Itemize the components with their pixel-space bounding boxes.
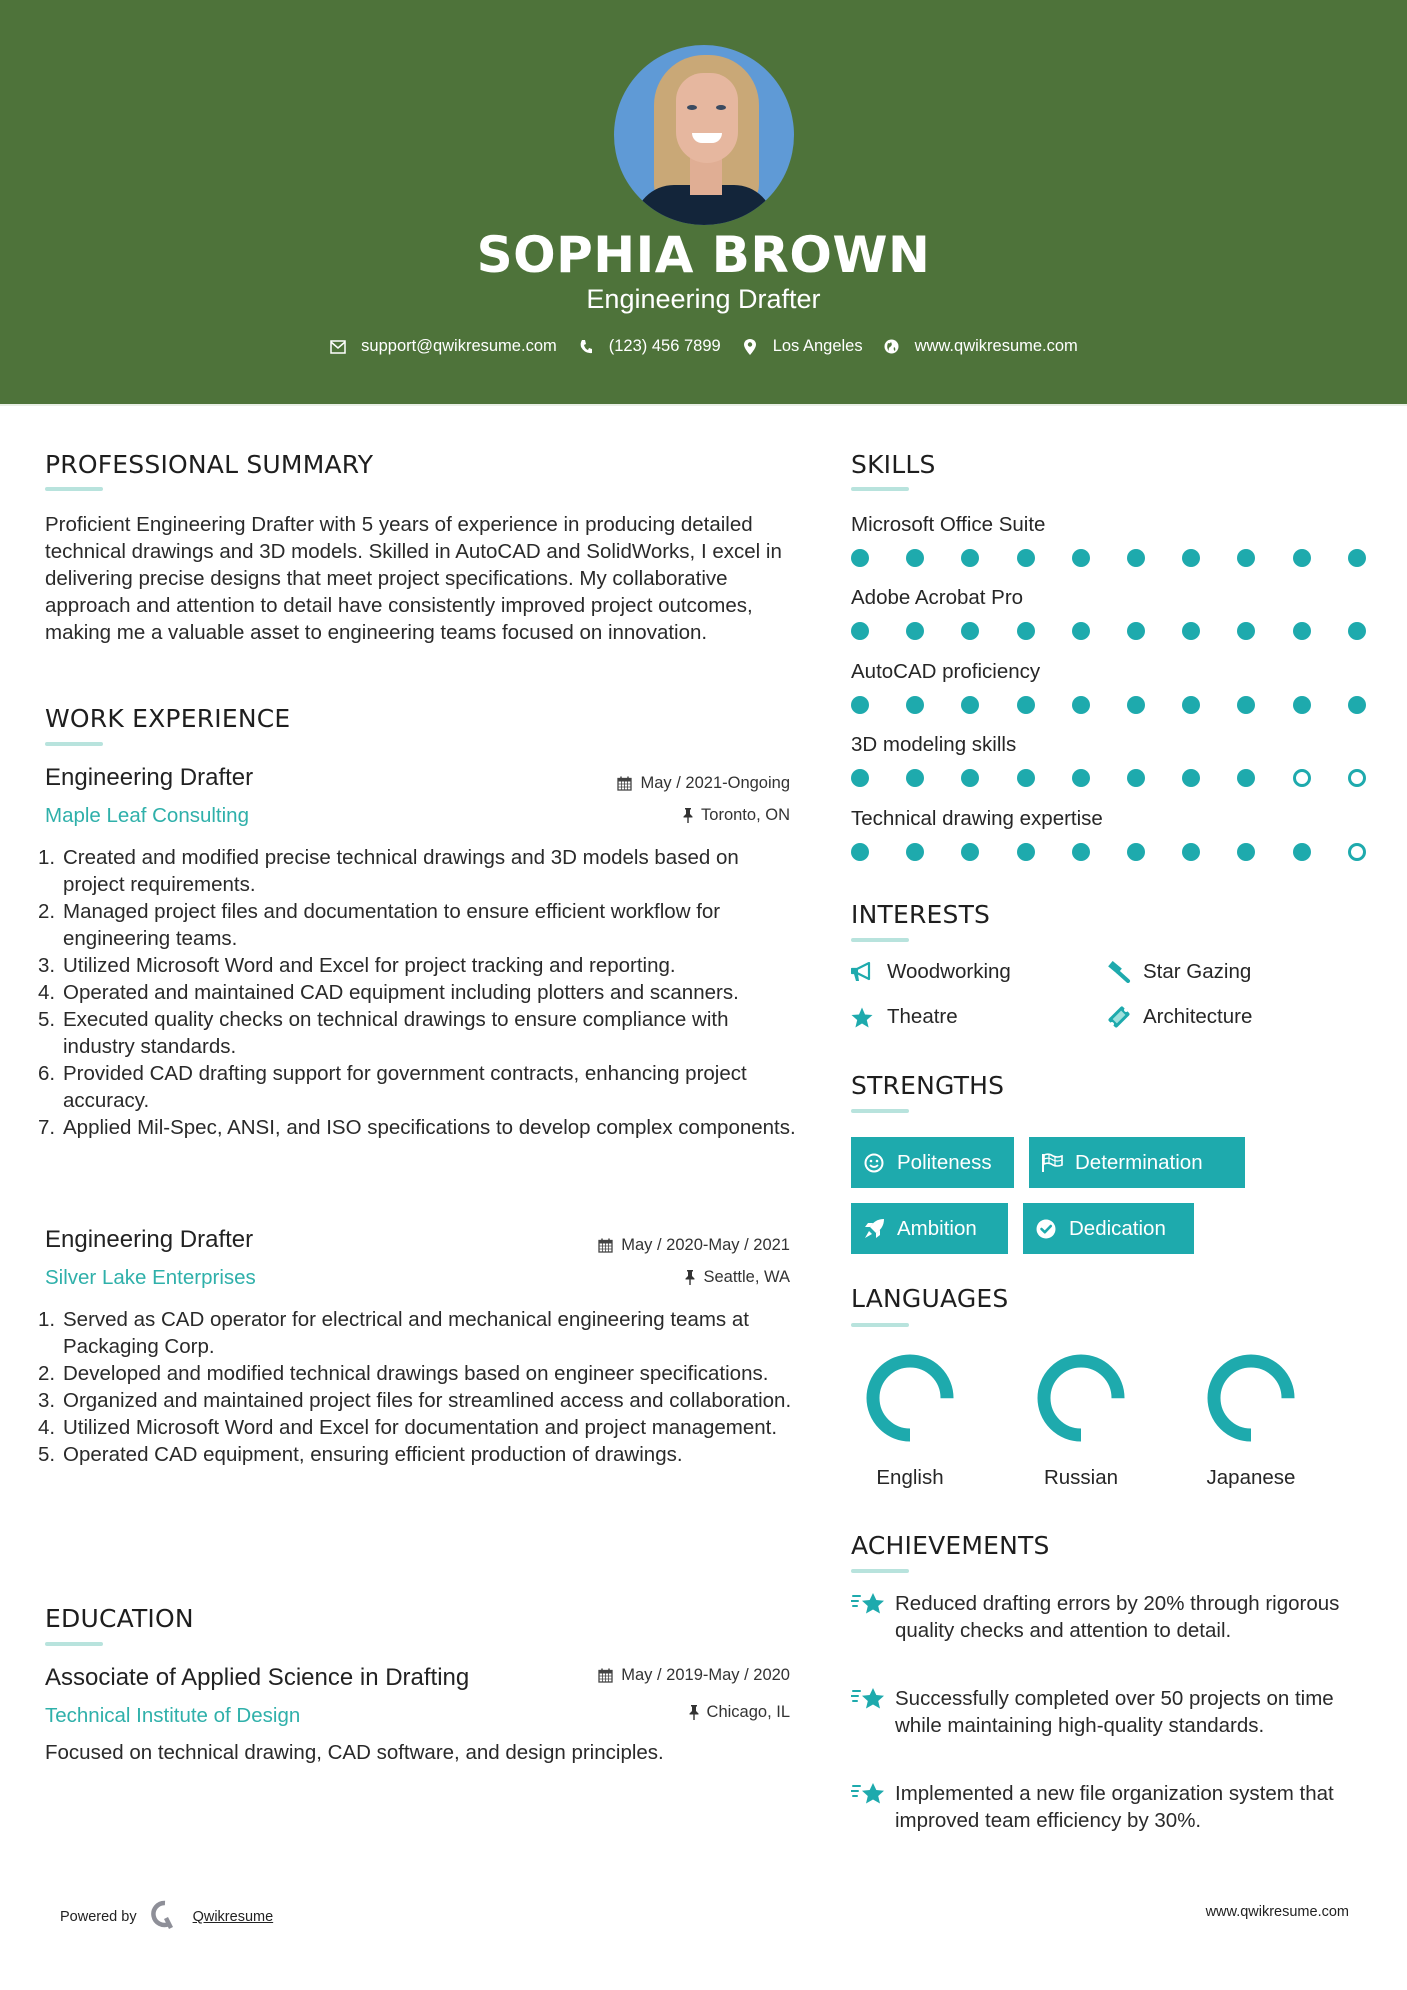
rating-dot-filled [1348, 696, 1366, 714]
header-divider [0, 404, 1407, 406]
rating-dot-filled [906, 696, 924, 714]
check-circle-icon [1035, 1218, 1057, 1240]
rating-dot-filled [1017, 696, 1035, 714]
heading-underline [45, 742, 103, 746]
skill-label: AutoCAD proficiency [851, 660, 1041, 683]
rating-dot-filled [1182, 696, 1200, 714]
rating-dot-filled [1072, 843, 1090, 861]
rating-dot-filled [1182, 843, 1200, 861]
flag-checkered-icon [1041, 1152, 1063, 1174]
interest-item: Woodworking [851, 960, 1011, 984]
skill-label: Technical drawing expertise [851, 807, 1103, 830]
language-proficiency-ring [864, 1352, 956, 1444]
interest-item: Star Gazing [1107, 960, 1251, 984]
globe-icon [883, 338, 901, 356]
education-heading: EDUCATION [45, 1604, 194, 1633]
rating-dot-filled [1237, 769, 1255, 787]
interest-item: Architecture [1107, 1005, 1252, 1029]
calendar-icon [598, 1238, 613, 1253]
rating-dot-filled [1293, 843, 1311, 861]
shooting-star-icon [851, 1590, 895, 1644]
interests-heading: INTERESTS [851, 900, 991, 929]
list-item: 1. Created and modified precise technical drawings and 3D models based on project requirements. [38, 846, 739, 896]
language-proficiency-ring [1205, 1352, 1297, 1444]
language-label: Japanese [1206, 1466, 1296, 1489]
star-icon [851, 1006, 877, 1028]
rating-dot-filled [1293, 549, 1311, 567]
resume-header [0, 0, 1407, 404]
strength-badge: Determination [1029, 1137, 1245, 1188]
qwikresume-logo-icon [151, 1900, 179, 1934]
rating-dot-filled [906, 549, 924, 567]
envelope-icon [329, 338, 347, 356]
shooting-star-icon [851, 1780, 895, 1834]
contact-phone[interactable]: (123) 456 7899 [577, 337, 721, 356]
rating-dot-filled [851, 696, 869, 714]
heading-underline [45, 1642, 103, 1646]
skill-rating [851, 843, 1403, 861]
school-name: Technical Institute of Design [45, 1704, 301, 1727]
contact-location: Los Angeles [741, 337, 863, 356]
rating-dot-filled [1017, 769, 1035, 787]
job-responsibilities [38, 844, 798, 1141]
interest-item: Theatre [851, 1005, 958, 1029]
rating-dot-filled [1072, 549, 1090, 567]
rating-dot-filled [906, 769, 924, 787]
thumbtack-icon [685, 1270, 695, 1285]
list-item: 4. Operated and maintained CAD equipment including plotters and scanners. [38, 981, 739, 1004]
skill-rating [851, 549, 1403, 567]
shooting-star-icon [851, 1685, 895, 1739]
heading-underline [45, 487, 103, 491]
rating-dot-filled [1348, 549, 1366, 567]
heading-underline [851, 1569, 909, 1573]
experience-heading: WORK EXPERIENCE [45, 704, 291, 733]
thumbtack-icon [689, 1705, 699, 1720]
rating-dot-filled [906, 843, 924, 861]
list-item: 2. Developed and modified technical drawings based on engineer specifications. [38, 1362, 769, 1385]
achievements-heading: ACHIEVEMENTS [851, 1531, 1050, 1560]
list-item: 5. Operated CAD equipment, ensuring efficient production of drawings. [38, 1443, 683, 1466]
summary-heading: PROFESSIONAL SUMMARY [45, 450, 374, 479]
degree-name: Associate of Applied Science in Drafting [45, 1664, 470, 1691]
calendar-icon [617, 776, 632, 791]
heading-underline [851, 938, 909, 942]
powered-by: Powered by Qwikresume [60, 1900, 273, 1934]
rating-dot-filled [1017, 622, 1035, 640]
skill-rating [851, 622, 1403, 640]
rating-dot-filled [1182, 769, 1200, 787]
rating-dot-empty [1293, 769, 1311, 787]
job-location: Toronto, ON [683, 806, 790, 825]
education-location: Chicago, IL [689, 1703, 790, 1722]
bullhorn-icon [851, 961, 877, 983]
rating-dot-empty [1348, 843, 1366, 861]
rating-dot-filled [1127, 622, 1145, 640]
job-title: Engineering Drafter [45, 764, 254, 791]
phone-icon [577, 338, 595, 356]
rating-dot-filled [1293, 622, 1311, 640]
strengths-heading: STRENGTHS [851, 1071, 1005, 1100]
map-marker-icon [741, 338, 759, 356]
rating-dot-filled [851, 549, 869, 567]
company-name: Silver Lake Enterprises [45, 1266, 256, 1289]
language-proficiency-ring [1035, 1352, 1127, 1444]
rating-dot-filled [1127, 843, 1145, 861]
rocket-icon [863, 1218, 885, 1240]
skill-rating [851, 769, 1403, 787]
rating-dot-filled [851, 769, 869, 787]
rating-dot-empty [1348, 769, 1366, 787]
rating-dot-filled [961, 549, 979, 567]
rating-dot-filled [1182, 622, 1200, 640]
qwikresume-link[interactable]: Qwikresume [192, 1909, 274, 1925]
education-dates: May / 2019-May / 2020 [598, 1666, 790, 1685]
heading-underline [851, 1323, 909, 1327]
job-dates: May / 2021-Ongoing [617, 774, 790, 793]
rating-dot-filled [1127, 696, 1145, 714]
footer-website-link[interactable]: www.qwikresume.com [1205, 1904, 1349, 1920]
contact-website[interactable]: www.qwikresume.com [883, 337, 1078, 356]
job-location: Seattle, WA [685, 1268, 790, 1287]
achievement-item: Successfully completed over 50 projects on time while maintaining high-quality standards. [851, 1685, 1371, 1739]
rating-dot-filled [961, 696, 979, 714]
rating-dot-filled [1237, 696, 1255, 714]
rating-dot-filled [851, 843, 869, 861]
rating-dot-filled [1017, 549, 1035, 567]
skills-heading: SKILLS [851, 450, 936, 479]
strength-badge: Ambition [851, 1203, 1008, 1254]
job-responsibilities [38, 1306, 798, 1468]
rating-dot-filled [1237, 549, 1255, 567]
skill-label: Microsoft Office Suite [851, 513, 1046, 536]
rating-dot-filled [1072, 696, 1090, 714]
list-item: 3. Organized and maintained project files for streamlined access and collaboration. [38, 1389, 792, 1412]
rating-dot-filled [1348, 622, 1366, 640]
languages-heading: LANGUAGES [851, 1284, 1009, 1313]
job-dates: May / 2020-May / 2021 [598, 1236, 790, 1255]
rating-dot-filled [961, 769, 979, 787]
contact-bar [0, 337, 1407, 356]
candidate-title: Engineering Drafter [586, 284, 821, 314]
candidate-name: SOPHIA BROWN [476, 226, 931, 284]
skill-rating [851, 696, 1403, 714]
education-description: Focused on technical drawing, CAD software, and design principles. [45, 1741, 664, 1764]
achievement-item: Reduced drafting errors by 20% through rigorous quality checks and attention to detail. [851, 1590, 1371, 1644]
language-item [1016, 1352, 1146, 1490]
language-item [845, 1352, 975, 1490]
list-item: 3. Utilized Microsoft Word and Excel for project tracking and reporting. [38, 954, 676, 977]
heading-underline [851, 1109, 909, 1113]
job-title: Engineering Drafter [45, 1226, 254, 1253]
list-item: 2. Managed project files and documentation to ensure efficient workflow for engineering teams. [38, 900, 721, 950]
ticket-icon [1107, 1006, 1133, 1028]
language-label: Russian [1043, 1466, 1119, 1489]
language-item [1186, 1352, 1316, 1490]
list-item: 6. Provided CAD drafting support for government contracts, enhancing project accuracy. [38, 1062, 747, 1112]
rating-dot-filled [1182, 549, 1200, 567]
calendar-icon [598, 1668, 613, 1683]
rating-dot-filled [1127, 549, 1145, 567]
rating-dot-filled [1017, 843, 1035, 861]
list-item: 4. Utilized Microsoft Word and Excel for documentation and project management. [38, 1416, 778, 1439]
rating-dot-filled [1127, 769, 1145, 787]
gavel-icon [1107, 961, 1133, 983]
rating-dot-filled [1072, 622, 1090, 640]
rating-dot-filled [851, 622, 869, 640]
heading-underline [851, 487, 909, 491]
strength-badge: Politeness [851, 1137, 1014, 1188]
rating-dot-filled [1293, 696, 1311, 714]
contact-email[interactable]: support@qwikresume.com [329, 337, 557, 356]
rating-dot-filled [1237, 622, 1255, 640]
rating-dot-filled [961, 622, 979, 640]
rating-dot-filled [1237, 843, 1255, 861]
skill-label: Adobe Acrobat Pro [851, 586, 1024, 609]
smile-icon [863, 1152, 885, 1174]
language-label: English [876, 1466, 944, 1489]
list-item: 1. Served as CAD operator for electrical and mechanical engineering teams at Packaging Corp. [38, 1308, 749, 1358]
strength-badge: Dedication [1023, 1203, 1194, 1254]
profile-photo [614, 45, 794, 225]
list-item: 5. Executed quality checks on technical drawings to ensure compliance with industry standards. [38, 1008, 729, 1058]
summary-text: Proficient Engineering Drafter with 5 years of experience in producing detailed technical drawings and 3D models. Skilled in AutoCAD and SolidWorks, I excel in delivering precise designs that meet project specifications. My collaborative approach and attention to detail have consistently improved project outcomes, making me a valuable asset to engineering teams focused on innovation. [45, 513, 782, 644]
rating-dot-filled [961, 843, 979, 861]
thumbtack-icon [683, 808, 693, 823]
achievement-item: Implemented a new file organization system that improved team efficiency by 30%. [851, 1780, 1371, 1834]
list-item: 7. Applied Mil-Spec, ANSI, and ISO specifications to develop complex components. [38, 1116, 796, 1139]
skill-label: 3D modeling skills [851, 733, 1017, 756]
rating-dot-filled [906, 622, 924, 640]
rating-dot-filled [1072, 769, 1090, 787]
company-name: Maple Leaf Consulting [45, 804, 249, 827]
